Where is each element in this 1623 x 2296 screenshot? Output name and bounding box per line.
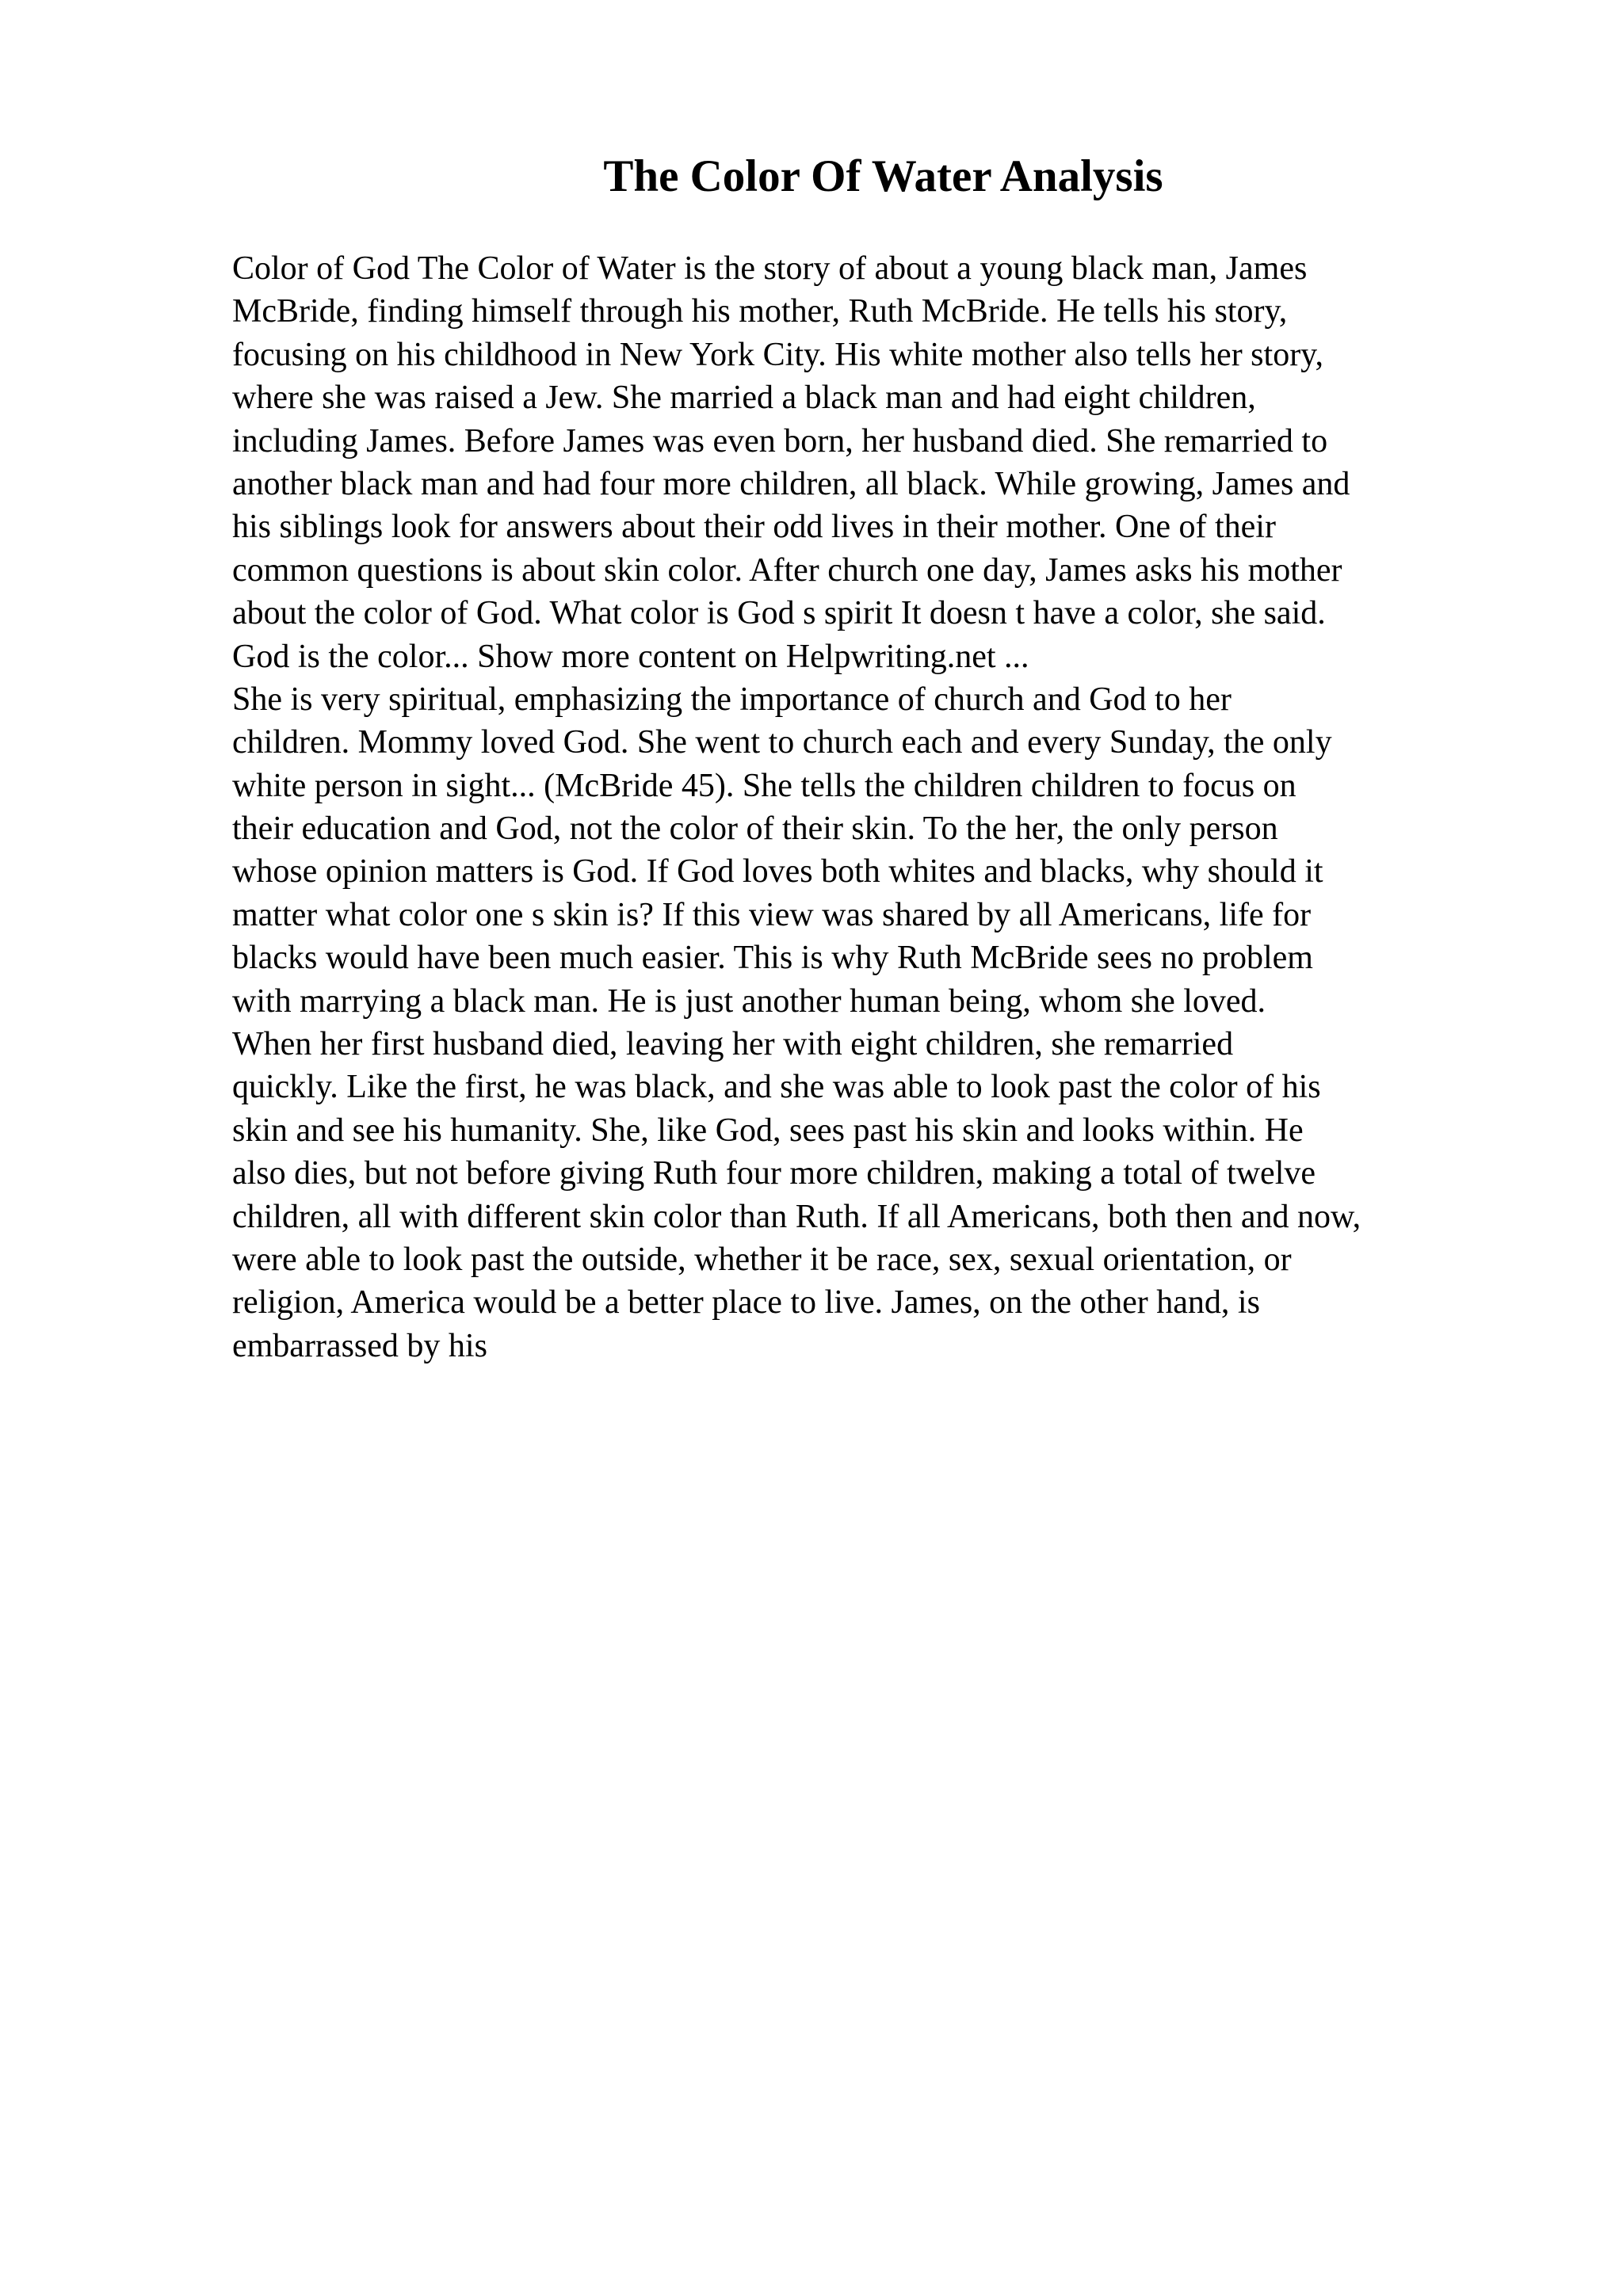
- body-line: religion, America would be a better place to live. James, on the other hand, is: [232, 1284, 1260, 1322]
- body-line: She is very spiritual, emphasizing the importance of church and God to her: [232, 681, 1232, 718]
- body-line: with marrying a black man. He is just another human being, whom she loved.: [232, 982, 1266, 1020]
- body-line: embarrassed by his: [232, 1327, 487, 1364]
- body-line: were able to look past the outside, whether it be race, sex, sexual orientation, or: [232, 1241, 1292, 1278]
- body-line: about the color of God. What color is God s spirit It doesn t have a color, she said.: [232, 595, 1326, 632]
- body-line: children, all with different skin color than Ruth. If all Americans, both then and now,: [232, 1198, 1361, 1235]
- body-line: children. Mommy loved God. She went to church each and every Sunday, the only: [232, 724, 1332, 761]
- body-line: Color of God The Color of Water is the story of about a young black man, James: [232, 250, 1308, 287]
- body-line: including James. Before James was even born, her husband died. She remarried to: [232, 422, 1328, 460]
- body-line: where she was raised a Jew. She married a black man and had eight children,: [232, 379, 1256, 417]
- body-line: his siblings look for answers about their odd lives in their mother. One of their: [232, 509, 1276, 546]
- document-body: [232, 247, 1579, 1367]
- body-line: quickly. Like the first, he was black, and she was able to look past the color of his: [232, 1069, 1321, 1106]
- body-line: also dies, but not before giving Ruth four more children, making a total of twelve: [232, 1155, 1316, 1192]
- body-line: skin and see his humanity. She, like God, sees past his skin and looks within. He: [232, 1112, 1304, 1149]
- body-line: When her first husband died, leaving her with eight children, she remarried: [232, 1026, 1234, 1063]
- document-title: The Color Of Water Analysis: [603, 151, 1163, 201]
- body-line: God is the color... Show more content on Helpwriting.net ...: [232, 638, 1029, 675]
- body-line: another black man and had four more children, all black. While growing, James and: [232, 465, 1350, 502]
- body-line: matter what color one s skin is? If this view was shared by all Americans, life for: [232, 896, 1312, 933]
- body-line: white person in sight... (McBride 45). She tells the children children to focus on: [232, 767, 1296, 804]
- body-line: focusing on his childhood in New York City. His white mother also tells her story,: [232, 336, 1323, 373]
- body-line: their education and God, not the color of their skin. To the her, the only person: [232, 810, 1278, 848]
- body-line: McBride, finding himself through his mother, Ruth McBride. He tells his story,: [232, 293, 1288, 330]
- body-line: whose opinion matters is God. If God loves both whites and blacks, why should it: [232, 853, 1323, 891]
- body-line: common questions is about skin color. After church one day, James asks his mother: [232, 551, 1342, 589]
- body-line: blacks would have been much easier. This is why Ruth McBride sees no problem: [232, 940, 1313, 977]
